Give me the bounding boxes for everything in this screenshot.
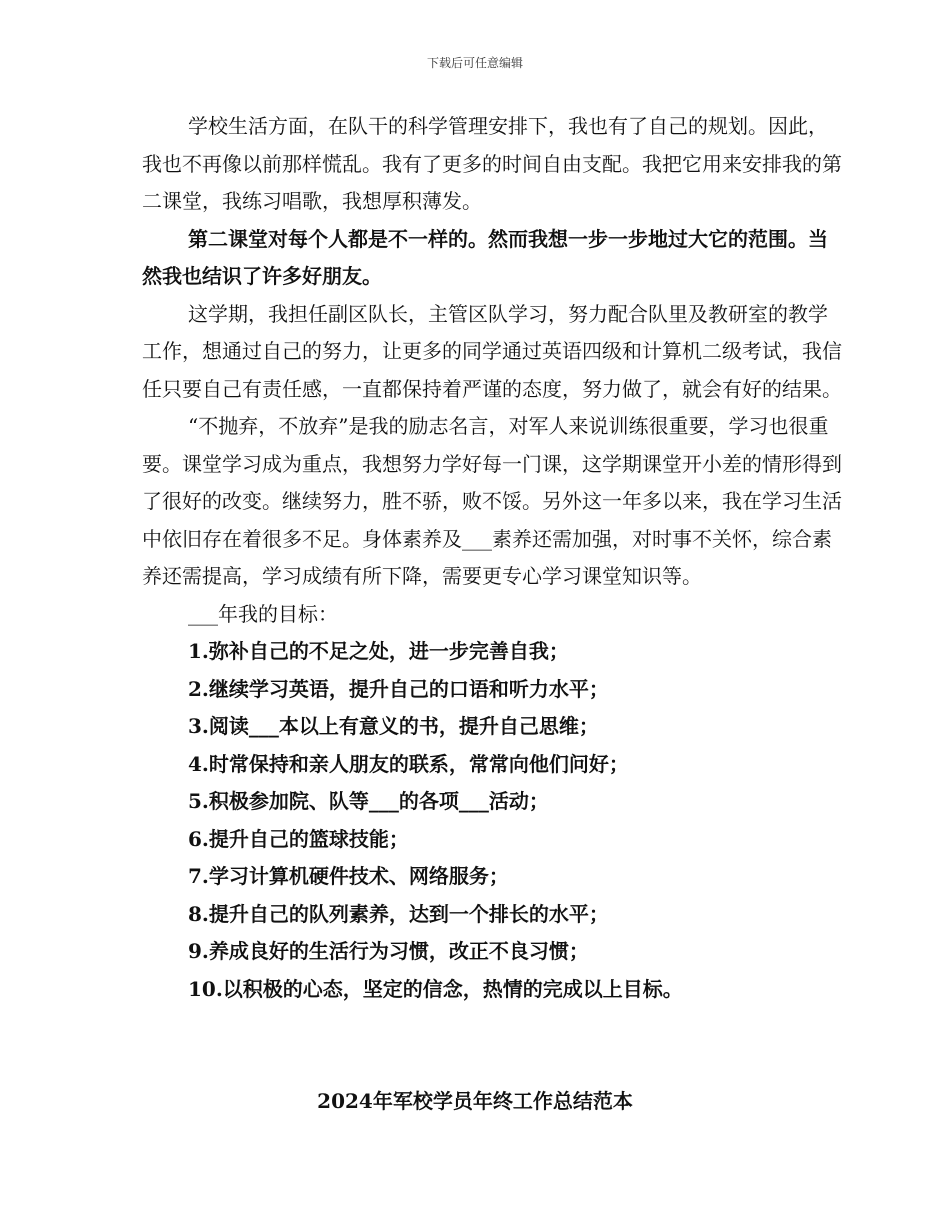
goal-item: 6.提升自己的篮球技能； — [188, 826, 409, 851]
paragraph-second-classroom: 第二课堂对每个人都是不一样的。然而我想一步一步地过大它的范围。当然我也结识了许多好朋友。 — [142, 226, 828, 288]
goal-item: 4.时常保持和亲人朋友的联系，常常向他们问好； — [188, 751, 629, 776]
paragraph-motto: “不抛弃，不放弃”是我的励志名言，对军人来说训练很重要，学习也很重要。课堂学习成为重点，我想努力学好每一门课，这学期课堂开小差的情形得到了很好的改变。继续努力，胜不骄，败不馁。另外这一年多以来，我在学习生活中依旧存在着很多不足。身体素养及___素养还需加强，对时事不关怀，综合素养还需提高，学习成绩有所下降，需要更专心学习课堂知识等。 — [142, 414, 842, 588]
goal-item: 7.学习计算机硬件技术、网络服务； — [188, 864, 509, 888]
goal-item: 1.弥补自己的不足之处，进一步完善自我； — [188, 639, 569, 663]
next-document-title: 2024年军校学员年终工作总结范本 — [317, 1089, 633, 1113]
goal-item: 8.提升自己的队列素养，达到一个排长的水平； — [188, 901, 609, 926]
goal-item: 10.以积极的心态，坚定的信念，热情的完成以上目标。 — [188, 976, 683, 1001]
paragraph-vice-captain: 这学期，我担任副区队长，主管区队学习，努力配合队里及教研室的教学工作，想通过自己的努力，让更多的同学通过英语四级和计算机二级考试，我信任只要自己有责任感，一直都保持着严谨的态度，努力做了，就会有好的结果。 — [142, 301, 842, 401]
goal-item: 2.继续学习英语，提升自己的口语和听力水平； — [188, 676, 609, 701]
document-body — [142, 108, 842, 1008]
paragraph-school-life: 学校生活方面，在队干的科学管理安排下，我也有了自己的规划。因此，我也不再像以前那样慌乱。我有了更多的时间自由支配。我把它用来安排我的第二课堂，我练习唱歌，我想厚积薄发。 — [142, 114, 842, 213]
page-header-note: 下载后可任意编辑 — [426, 56, 523, 70]
goal-item: 3.阅读___本以上有意义的书，提升自己思维； — [188, 714, 599, 738]
goal-item: 9.养成良好的生活行为习惯，改正不良习惯； — [188, 939, 589, 963]
goals-heading: ___年我的目标： — [188, 601, 338, 626]
goal-item: 5.积极参加院、队等___的各项___活动； — [188, 789, 549, 813]
